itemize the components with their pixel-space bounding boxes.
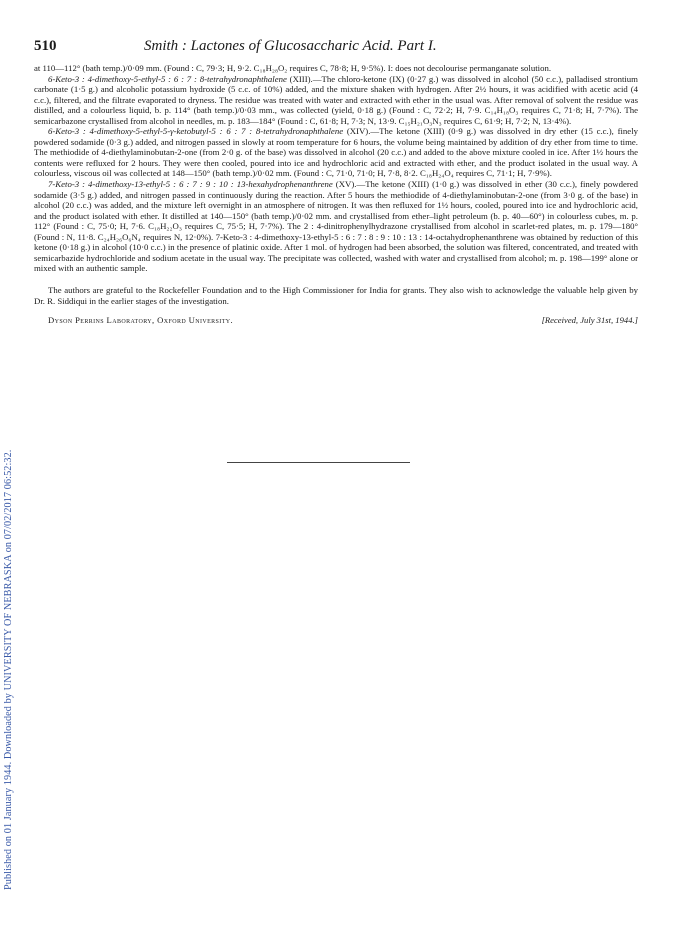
download-watermark <box>3 90 15 890</box>
running-head: Smith : Lactones of Glucosaccharic Acid. Part I. <box>144 38 437 54</box>
paragraph-3-text: (XIV).—The ketone (XIII) (0·9 g.) was dissolved in dry ether (15 c.c.), finely powdered sodamide (0·3 g.) added, and nitrogen passed in slowly at room temperature for 6 hours, the volume being maintained by addition of dry ether from time to time. The methiodide of 4-diethylaminobutan-2-one (from 2·0 g. of the base) was dissolved in alcohol (20 c.c.) and added to the above mixture cooled in ice. After 1½ hours the contents were refluxed for 2 hours. They were then cooled, poured into ice and hydrochloric acid and extracted with ether, and the product isolated in the usual way. A colourless, viscous oil was collected at 148—150° (bath temp.)/0·02 mm. (Found : C, 71·0, 71·0; H, 7·8, 8·2. C₁₈H₂₄O₄ requires C, 71·1; H, 7·9%). <box>34 126 639 179</box>
compound-title-xiv: 6-Keto-3 : 4-dimethoxy-5-ethyl-5-γ-ketobutyl-5 : 6 : 7 : 8-tetrahydronaphthalene <box>48 126 344 137</box>
paragraph-4 <box>34 179 638 274</box>
experimental-section <box>34 63 638 274</box>
page-number: 510 <box>34 38 57 54</box>
paragraph-4-text: (XV).—The ketone (XIII) (1·0 g.) was dissolved in ether (30 c.c.), finely powdered sodamide (3·5 g.) added, and nitrogen passed in continuously during the reaction. After 5 hours the methiodide of 4-diethylaminobutan-2-one (from 3·0 g. of the base) in alcohol (20 c.c.) was added, and the mixture left overnight in an atmosphere of nitrogen. It was then refluxed for 1½ hours, cooled, poured into ice and hydrochloric acid, and the product isolated with ether. It distilled at 140—150° (bath temp.)/0·02 mm. and crystallised from ether–light petroleum (b. p. 40—60°) in colourless cubes, m. p. 112° (Found : C, 75·0; H, 7·6. C₁₈H₂₂O₃ requires C, 75·5; H, 7·7%). The 2 : 4-dinitrophenylhydrazone crystallised from alcohol in scarlet-red plates, m. p. 179—180° (Found : N, 11·8. C₂₄H₂₆O₆N₄ requires N, 12·0%). 7-Keto-3 : 4-dimethoxy-13-ethyl-5 : 6 : 7 : 8 : 9 : 10 : 13 : 14-octahydrophenanthrene was obtained by reduction of this ketone (0·18 g.) in alcohol (10·0 c.c.) in the presence of platinic oxide. After 1 mol. of hydrogen had been absorbed, the solution was filtered, concentrated, and treated with semicarbazide hydrochloride and sodium acetate in the usual way. The precipitate was collected, washed with water and crystallised from alcohol; m. p. 198—199° alone or mixed with an authentic sample. <box>34 179 639 274</box>
compound-title-xv: 7-Keto-3 : 4-dimethoxy-13-ethyl-5 : 6 : 7 : 9 : 10 : 13-hexahydrophenanthrene <box>48 179 333 190</box>
paragraph-1 <box>34 63 638 74</box>
paragraph-1-text: at 110—112° (bath temp.)/0·09 mm. (Found : C, 79·3; H, 9·2. C₁₈H₂₈O₂ requires C, 78·8; H, 9·5%). I: does not decolourise permanganate solution. <box>34 63 552 73</box>
signature-line <box>34 315 638 327</box>
acknowledgement: The authors are grateful to the Rockefeller Foundation and to the High Commissioner for India for grants. They also wish to acknowledge the valuable help given by Dr. R. Siddiqui in the earlier stages of the investigation. <box>34 284 638 306</box>
article-page <box>34 38 638 327</box>
compound-title-xiii: 6-Keto-3 : 4-dimethoxy-5-ethyl-5 : 6 : 7 : 8-tetrahydronaphthalene <box>48 73 287 84</box>
download-watermark-text: Published on 01 January 1944. Downloaded by UNIVERSITY OF NEBRASKA on 07/02/2017 06:52:32. <box>3 449 14 890</box>
paragraph-3 <box>34 126 638 179</box>
page-header <box>34 38 638 60</box>
paragraph-2 <box>34 74 638 127</box>
received-date: [Received, July 31st, 1944.] <box>541 314 638 325</box>
end-rule <box>227 462 410 463</box>
laboratory-address: Dyson Perrins Laboratory, Oxford University. <box>48 314 234 325</box>
paragraph-2-text: (XIII).—The chloro-ketone (IX) (0·27 g.) was dissolved in alcohol (50 c.c.), palladised strontium carbonate (1·5 g.) and alcoholic potassium hydroxide (5 c.c. of 10%) added, and the mixture shaken with hydrogen. After 2½ hours, it was acidified with acetic acid (4 c.c.), filtered, and the filtrate evaporated to dryness. The residue was treated with water and extracted with ether in the usual was. After removal of solvent the residue was distilled, and a colourless liquid, b. p. 114° (bath temp.)/0·03 mm., was collected (yield, 0·18 g.) (Found : C, 72·2; H, 7·9. C₁₄H₁₈O₃ requires C, 71·8; H, 7·7%). The semicarbazone crystallised from alcohol in needles, m. p. 183—184° (Found : C, 61·8; H, 7·3; N, 13·9. C₁₅H₂₁O₃N₃ requires C, 61·9; H, 7·2; N, 13·4%). <box>34 73 638 126</box>
